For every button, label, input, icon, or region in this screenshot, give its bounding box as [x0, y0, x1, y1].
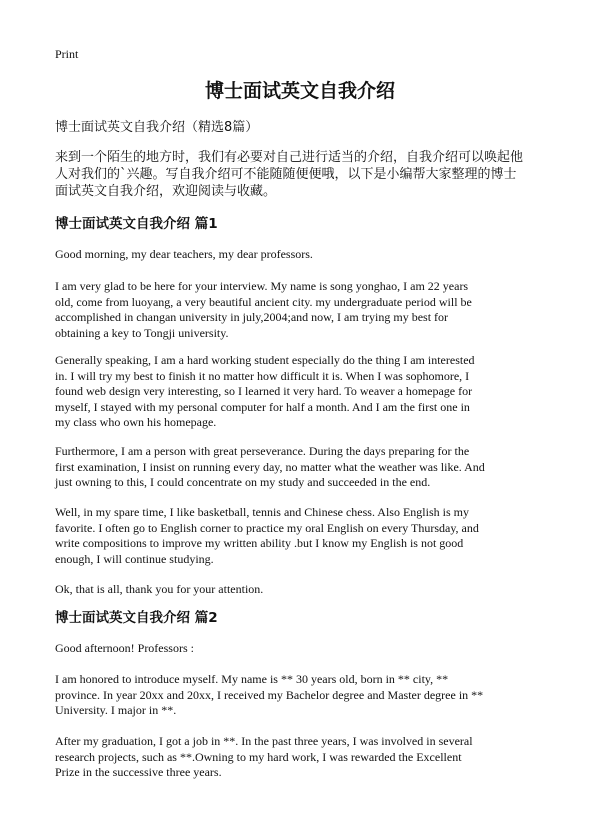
print-link[interactable]: Print [55, 47, 79, 61]
paragraph [55, 582, 547, 598]
paragraph-line: old, come from luoyang, a very beautiful ancient city. my undergraduate period will be [55, 294, 472, 309]
section-heading-1: 博士面试英文自我介绍 篇1 [55, 216, 218, 232]
paragraph-line: Prize in the successive three years. [55, 765, 222, 779]
paragraph-line: I am very glad to be here for your interview. My name is song yonghao, I am 22 years [55, 279, 469, 293]
paragraph [55, 505, 547, 567]
paragraph-line: favorite. I often go to English corner to practice my oral English on every Thursday, and [55, 520, 479, 535]
paragraph-line: write compositions to improve my written ability .but I know my English is not good [55, 536, 464, 550]
intro-paragraph [55, 149, 555, 200]
paragraph-line: Good morning, my dear teachers, my dear professors. [55, 247, 313, 261]
paragraph-line: Furthermore, I am a person with great perseverance. During the days preparing for the [55, 444, 470, 458]
paragraph [55, 353, 547, 431]
intro-line: 面试英文自我介绍，欢迎阅读与收藏。 [55, 184, 277, 199]
document-subtitle: 博士面试英文自我介绍（精选8篇） [55, 120, 259, 135]
section-heading-2: 博士面试英文自我介绍 篇2 [55, 610, 218, 626]
paragraph-line: obtaining a key to Tongji university. [55, 325, 229, 340]
paragraph [55, 279, 547, 341]
paragraph-line: province. In year 20xx and 20xx, I received my Bachelor degree and Master degree in ** [55, 687, 484, 702]
intro-line: 来到一个陌生的地方时，我们有必要对自己进行适当的介绍，自我介绍可以唤起他 [55, 150, 524, 165]
paragraph [55, 247, 547, 263]
paragraph-line: enough, I will continue studying. [55, 551, 214, 566]
paragraph-line: my class who own his homepage. [55, 415, 217, 429]
paragraph-line: University. I major in **. [55, 703, 177, 717]
paragraph-line: first examination, I insist on running every day, no matter what the weather was like. And [55, 459, 485, 474]
paragraph-line: in. I will try my best to finish it no matter how difficult it is. When I was sophomore, I [55, 368, 470, 383]
paragraph-line: Generally speaking, I am a hard working student especially do the thing I am interested [55, 353, 475, 367]
paragraph-line: found web design very interesting, so I learned it very hard. To weaver a homepage for [55, 384, 473, 398]
paragraph-line: After my graduation, I got a job in **. In the past three years, I was involved in several [55, 734, 473, 748]
paragraph-line: research projects, such as **.Owning to my hard work, I was rewarded the Excellent [55, 749, 462, 764]
paragraph [55, 641, 547, 657]
paragraph-line: Well, in my spare time, I like basketball, tennis and Chinese chess. Also English is my [55, 505, 469, 519]
intro-line: 人对我们的`兴趣。写自我介绍可不能随随便便哦，以下是小编帮大家整理的博士 [55, 167, 517, 182]
paragraph-line: I am honored to introduce myself. My name is ** 30 years old, born in ** city, ** [55, 672, 449, 686]
paragraph [55, 672, 547, 719]
paragraph-line: accomplished in changan university in july,2004;and now, I am trying my best for [55, 310, 449, 324]
paragraph [55, 734, 547, 781]
page-title: 博士面试英文自我介绍 [204, 80, 395, 102]
paragraph [55, 444, 547, 491]
paragraph-line: Good afternoon! Professors : [55, 641, 194, 655]
paragraph-line: Ok, that is all, thank you for your attention. [55, 582, 264, 596]
paragraph-line: myself, I stayed with my personal computer for half a month. And I am the first one in [55, 399, 470, 414]
paragraph-line: just owning to this, I could concentrate on my study and succeeded in the end. [55, 475, 431, 489]
